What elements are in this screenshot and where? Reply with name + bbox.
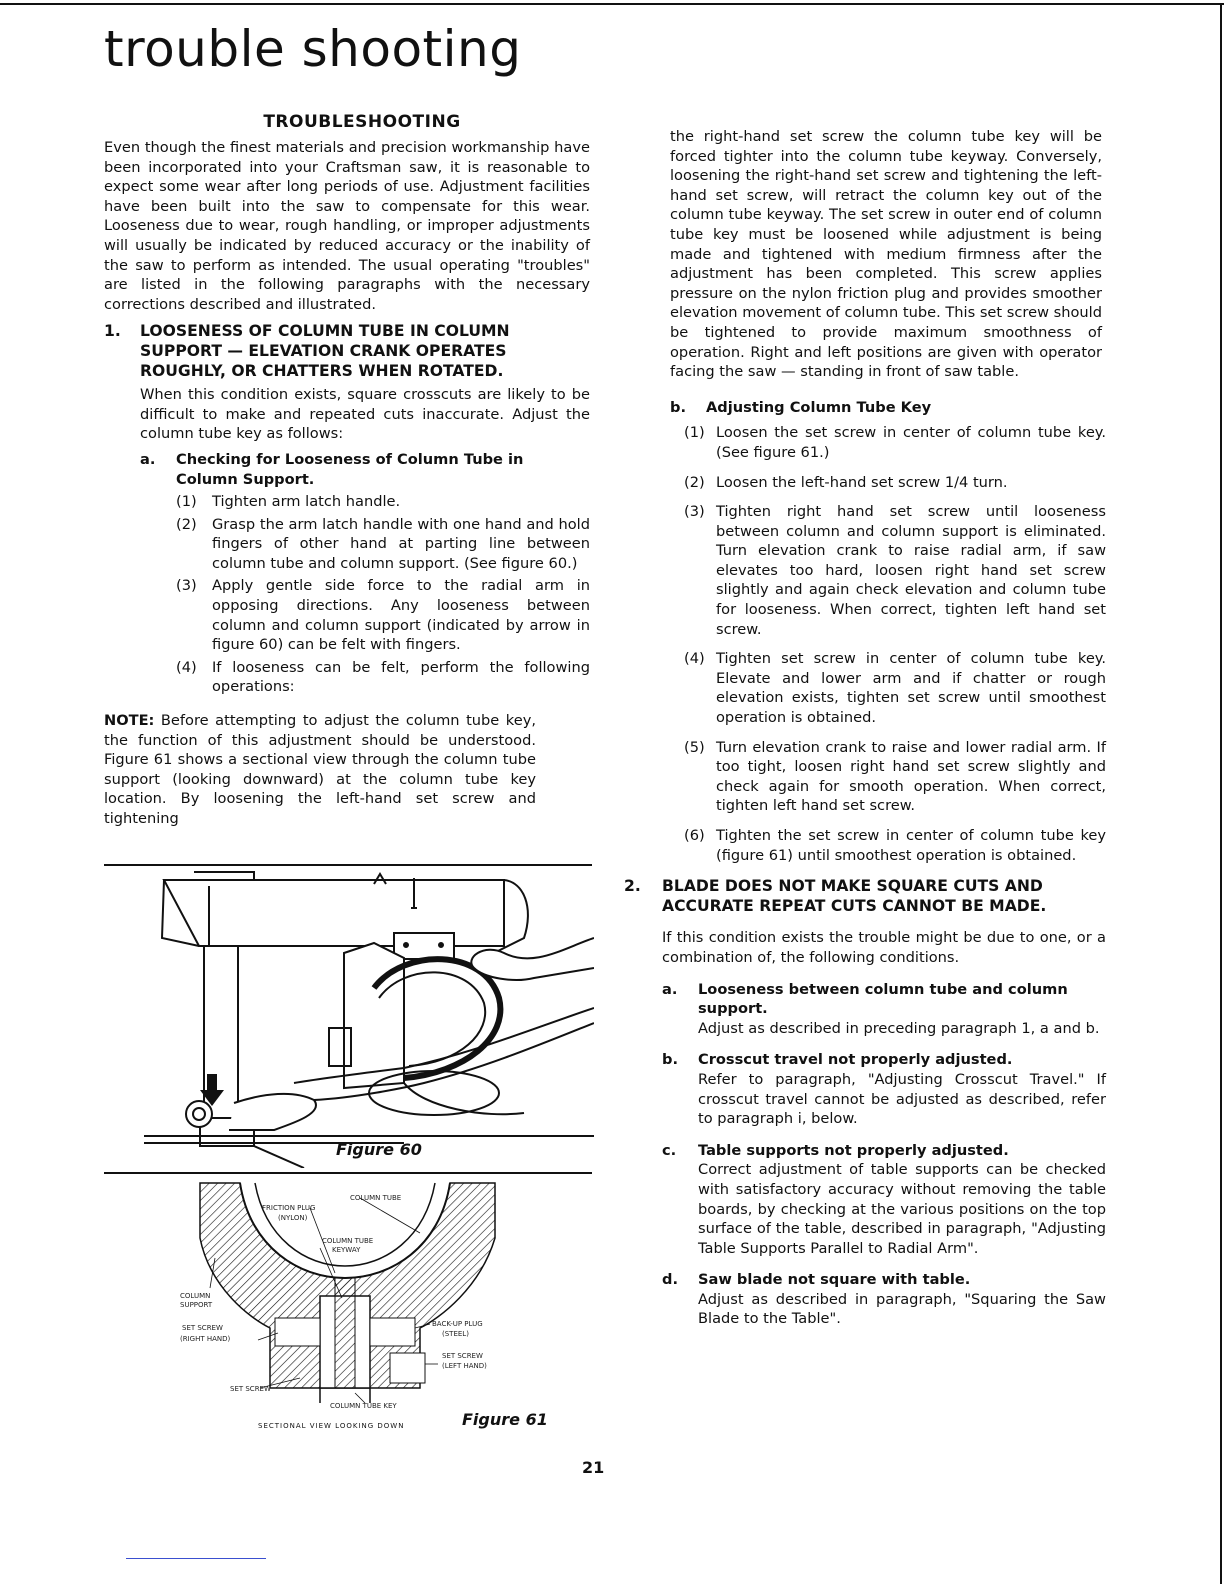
step	[684, 473, 1106, 493]
callout-set-screw-left-1: SET SCREW	[442, 1352, 483, 1360]
callout-keyway-1: COLUMN TUBE	[322, 1237, 374, 1245]
item2-number: 2.	[624, 877, 641, 896]
item1-body: When this condition exists, square crosscuts are likely to be difficult to make and repeated cuts inaccurate. Adjust the column tube key as follows:	[140, 386, 590, 443]
step	[684, 649, 1106, 727]
step-number: (2)	[684, 473, 705, 491]
step-number: (4)	[684, 650, 705, 668]
figure60-label: Figure 60	[336, 1140, 422, 1159]
callout-column-tube: COLUMN TUBE	[350, 1194, 402, 1202]
callout-set-screw-left-2: (LEFT HAND)	[442, 1362, 487, 1370]
callout-keyway-2: KEYWAY	[332, 1246, 361, 1254]
item1-heading	[104, 322, 590, 381]
item2-sub-b-text: Refer to paragraph, "Adjusting Crosscut Travel." If crosscut travel cannot be adjusted as described, refer to paragraph i, below.	[698, 1070, 1106, 1128]
step-text: Tighten right hand set screw until looseness between column and column support is eliminated. Turn elevation crank to raise radial arm, if saw elevates too hard, loosen right hand set screw slightly and again check elevation and column tube for looseness. When correct, tighten left hand set screw.	[716, 503, 1106, 638]
step	[176, 515, 590, 574]
item2-heading-text: BLADE DOES NOT MAKE SQUARE CUTS AND ACCURATE REPEAT CUTS CANNOT BE MADE.	[662, 877, 1047, 915]
step-text: Tighten the set screw in center of column tube key (figure 61) until smoothest operation is obtained.	[716, 827, 1106, 864]
step-number: (4)	[176, 658, 197, 676]
item2-sub-c-heading: Table supports not properly adjusted.	[698, 1141, 1009, 1159]
page-number: 21	[582, 1458, 605, 1477]
step	[684, 826, 1106, 865]
callout-set-screw-right-1: SET SCREW	[182, 1324, 223, 1332]
step	[684, 423, 1106, 462]
item1-sub-b	[670, 398, 1106, 418]
step-text: Loosen the left-hand set screw 1/4 turn.	[716, 473, 1008, 491]
item2-sub-a-text: Adjust as described in preceding paragraph 1, a and b.	[698, 1019, 1100, 1037]
callout-column-support-2: SUPPORT	[180, 1301, 213, 1309]
item2-sub-a-label: a.	[662, 980, 678, 998]
figure60-bottom-rule	[104, 1172, 592, 1174]
item2-sub-b-label: b.	[662, 1051, 678, 1069]
callout-backup-plug-2: (STEEL)	[442, 1330, 469, 1338]
item1-sub-a	[140, 450, 590, 697]
item2-sub-b-heading: Crosscut travel not properly adjusted.	[698, 1051, 1013, 1069]
step-number: (3)	[176, 577, 197, 595]
item2-sub-d-text: Adjust as described in paragraph, "Squaring the Saw Blade to the Table".	[698, 1290, 1106, 1328]
top-border-rule	[0, 3, 1224, 5]
figure60-illustration	[104, 868, 594, 1168]
item2-sub-c-label: c.	[662, 1141, 677, 1159]
section-heading: TROUBLESHOOTING	[263, 112, 461, 132]
figure61-illustration	[180, 1178, 510, 1408]
step-text: Turn elevation crank to raise and lower radial arm. If too tight, loosen right hand set screw slightly and check again for smooth operation. When correct, tighten left hand set screw.	[716, 738, 1106, 815]
step-number: (1)	[176, 493, 197, 511]
step-text: Tighten arm latch handle.	[212, 493, 401, 511]
item2-sub-a-heading: Looseness between column tube and column support.	[698, 980, 1068, 1018]
step	[176, 492, 590, 512]
item2-sub-d	[662, 1270, 1106, 1329]
right-column	[624, 127, 1106, 1329]
callout-nylon: (NYLON)	[278, 1214, 308, 1222]
callout-column-tube-key: COLUMN TUBE KEY	[330, 1402, 397, 1408]
item2-sub-a	[662, 980, 1106, 1039]
item2-sub-d-label: d.	[662, 1271, 678, 1289]
item2-body: If this condition exists the trouble might be due to one, or a combination of, the following conditions.	[662, 929, 1106, 966]
note-continued: the right-hand set screw the column tube key will be forced tighter into the column tube keyway. Conversely, loosening the right-hand set screw and tightening the left-hand set screw, will retract the column key out of the column tube keyway. The set screw in outer end of column tube key must be loosened while adjustment is being made and tightened with medium firmness after the adjustment has been completed. This screw applies pressure on the nylon friction plug and provides smoother elevation movement of column tube. This set screw should be tightened to provide maximum smoothness of operation. Right and left positions are given with operator facing the saw — standing in front of saw table.	[670, 128, 1102, 381]
step	[176, 658, 590, 697]
callout-friction-plug: FRICTION PLUG	[262, 1204, 316, 1212]
step-text: Tighten set screw in center of column tube key. Elevate and lower arm and if chatter or rough elevation exists, tighten set screw until smoothest operation is obtained.	[716, 650, 1106, 727]
intro-paragraph: Even though the finest materials and precision workmanship have been incorporated into your Craftsman saw, it is reasonable to expect some wear after long periods of use. Adjustment facilities have been built into the saw to compensate for this wear. Looseness due to wear, rough handling, or improper adjustments will usually be indicated by reduced accuracy or the inability of the saw to perform as intended. The usual operating "troubles" are listed in the following paragraphs with the necessary corrections described and illustrated.	[104, 139, 590, 313]
item2-heading	[624, 877, 1106, 916]
step-number: (5)	[684, 738, 705, 756]
callout-backup-plug-1: BACK-UP PLUG	[432, 1320, 483, 1328]
figure61-caption: SECTIONAL VIEW LOOKING DOWN	[258, 1422, 405, 1430]
step	[684, 502, 1106, 639]
item2-sub-c-text: Correct adjustment of table supports can be checked with satisfactory accuracy without removing the table boards, by checking at the various positions on the top surface of the table, described in paragraph, "Adjusting Table Supports Parallel to Radial Arm".	[698, 1161, 1106, 1257]
item1-number: 1.	[104, 322, 121, 341]
footer-link-rule	[126, 1558, 266, 1559]
item1-sub-b-heading: Adjusting Column Tube Key	[706, 398, 932, 416]
item1-heading-text: LOOSENESS OF COLUMN TUBE IN COLUMN SUPPORT — ELEVATION CRANK OPERATES ROUGHLY, OR CHATTERS WHEN ROTATED.	[140, 322, 510, 380]
page-title: trouble shooting	[104, 20, 522, 78]
left-column	[104, 112, 590, 829]
step	[684, 738, 1106, 816]
note-text: Before attempting to adjust the column tube key, the function of this adjustment should be understood. Figure 61 shows a sectional view through the column tube support (looking downward) at the column tube key location. By loosening the left-hand set screw and tightening	[104, 712, 536, 827]
item2-sub-b	[662, 1050, 1106, 1128]
callout-set-screw: SET SCREW	[230, 1385, 271, 1393]
item1-sub-a-heading: Checking for Looseness of Column Tube in Column Support.	[176, 450, 524, 488]
callout-column-support-1: COLUMN	[180, 1292, 211, 1300]
right-border-rule	[1220, 3, 1222, 1584]
item1-sub-a-label: a.	[140, 450, 156, 468]
step-text: Grasp the arm latch handle with one hand and hold fingers of other hand at parting line between column tube and column support. (See figure 60.)	[212, 515, 590, 572]
callout-set-screw-right-2: (RIGHT HAND)	[180, 1335, 231, 1343]
note-label: NOTE:	[104, 712, 155, 730]
step-text: Loosen the set screw in center of column tube key. (See figure 61.)	[716, 424, 1106, 461]
item1-sub-b-label: b.	[670, 398, 686, 416]
item2-sub-d-heading: Saw blade not square with table.	[698, 1271, 971, 1289]
item2-sub-c	[662, 1141, 1106, 1259]
step	[176, 576, 590, 654]
step-text: Apply gentle side force to the radial arm in opposing directions. Any looseness between column and column support (indicated by arrow in figure 60) can be felt with fingers.	[212, 577, 590, 654]
note-paragraph	[104, 711, 536, 829]
step-number: (6)	[684, 827, 705, 844]
step-number: (3)	[684, 503, 705, 521]
figure61-label: Figure 61	[462, 1410, 548, 1429]
step-number: (1)	[684, 424, 705, 442]
step-text: If looseness can be felt, perform the following operations:	[212, 658, 590, 696]
item1-sub-b-steps	[684, 423, 1106, 865]
step-number: (2)	[176, 515, 197, 533]
figure60-top-rule	[104, 864, 592, 866]
